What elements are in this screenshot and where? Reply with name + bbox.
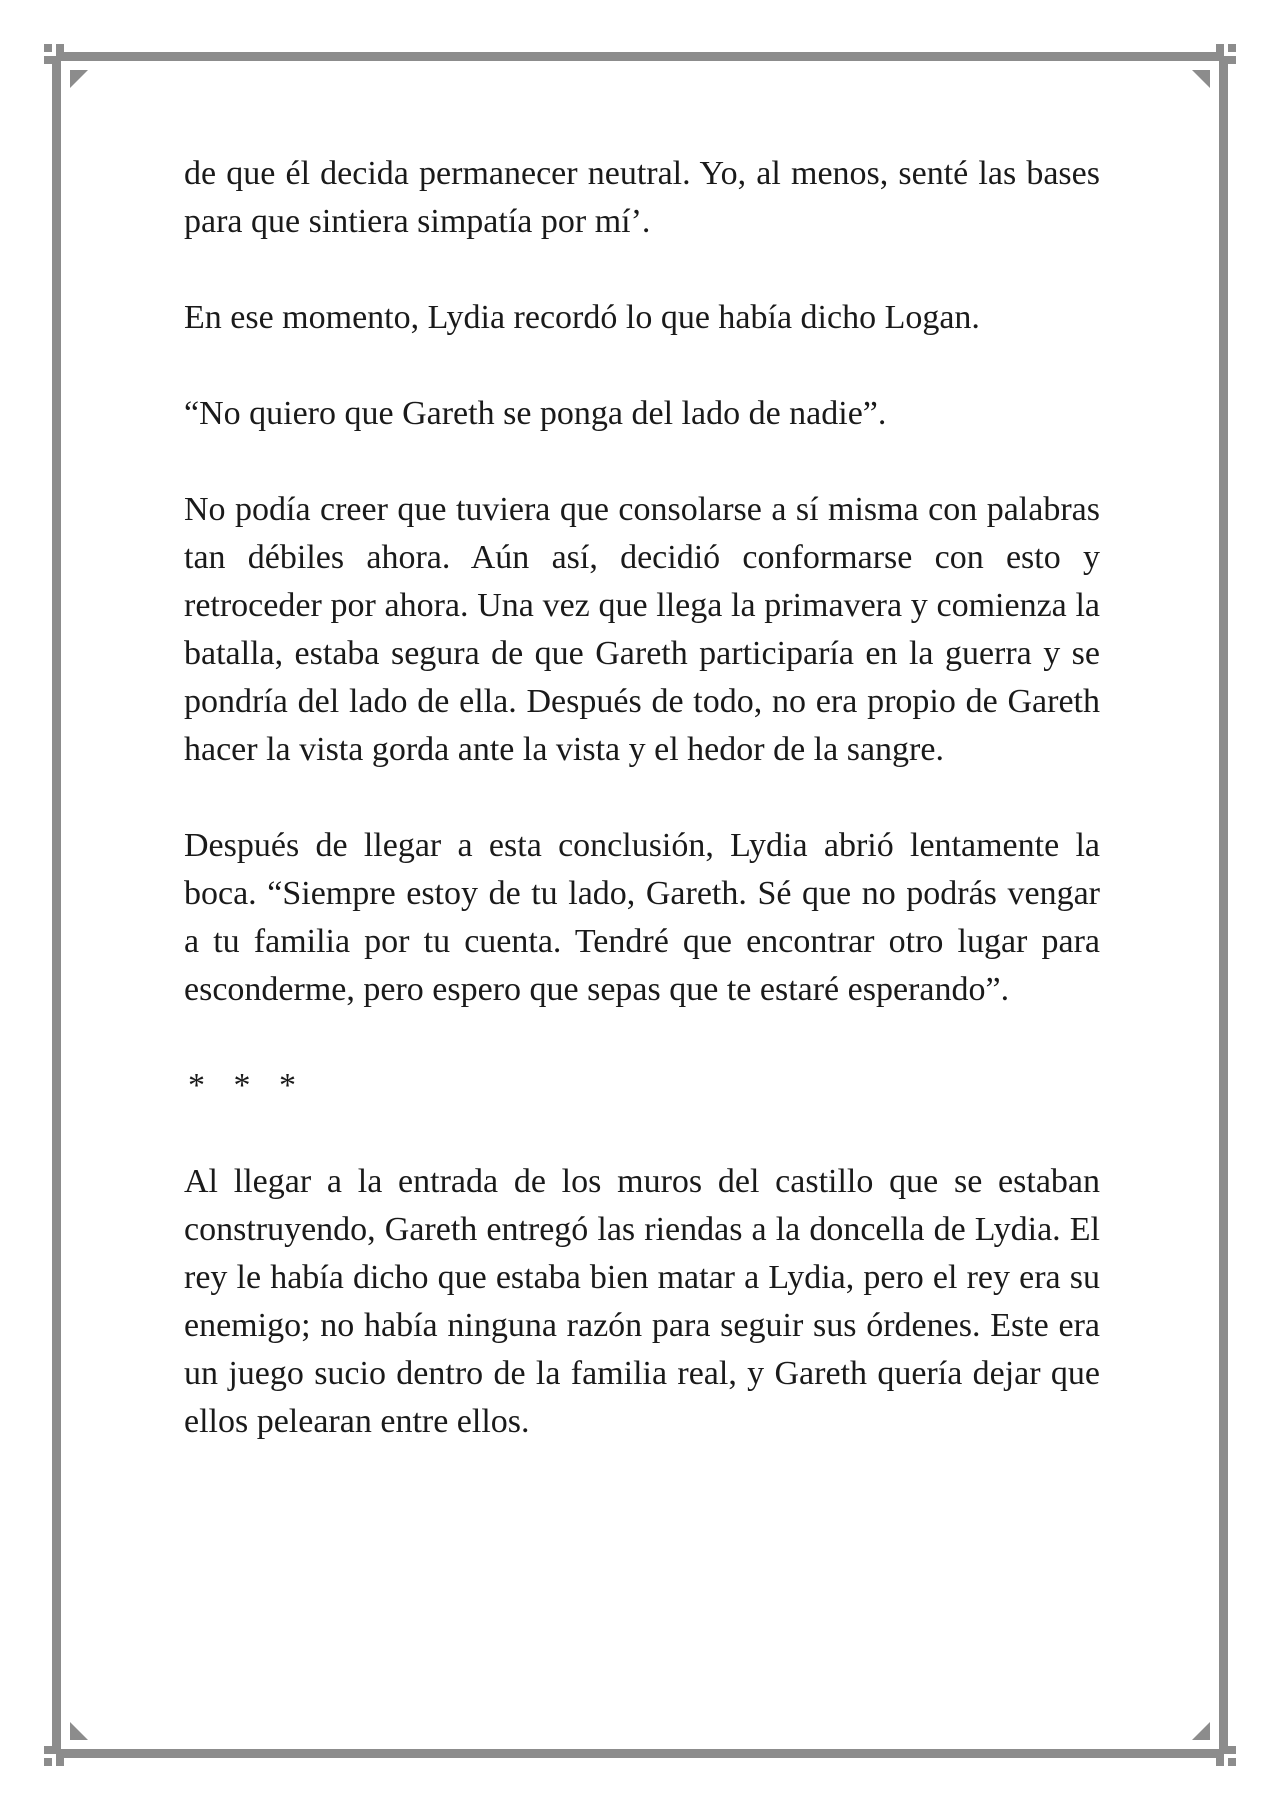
paragraph: Después de llegar a esta conclusión, Lydia abrió lentamente la boca. “Siempre estoy de tu lado, Gareth. Sé que no podrás vengar a tu familia por tu cuenta. Tendré que encontrar otro lugar para esconderme, pero espero que sepas que te estaré esperando”. [184, 827, 1100, 1008]
paragraph: En ese momento, Lydia recordó lo que había dicho Logan. [184, 299, 980, 336]
paragraph: No podía creer que tuviera que consolarse a sí misma con palabras tan débiles ahora. Aún así, decidió conformarse con esto y retroceder por ahora. Una vez que llega la primavera y comienza la batalla, estaba segura de que Gareth participaría en la guerra y se pondría del lado de ella. Después de todo, no era propio de Gareth hacer la vista gorda ante la vista y el hedor de la sangre. [184, 491, 1100, 768]
paragraph: de que él decida permanecer neutral. Yo, al menos, senté las bases para que sintiera simpatía por mí’. [184, 155, 1100, 240]
paragraph: “No quiero que Gareth se ponga del lado de nadie”. [184, 395, 887, 432]
corner-ornament-top-right [1214, 44, 1236, 66]
corner-triangle-top-left [70, 70, 88, 88]
frame-top-border [56, 52, 1224, 61]
frame-right-border [1219, 56, 1228, 1754]
corner-ornament-bottom-left [44, 1744, 66, 1766]
frame-bottom-border [56, 1749, 1224, 1758]
scene-break: * * * [188, 1067, 306, 1104]
frame-left-border [52, 56, 61, 1754]
page-body [184, 150, 1100, 1494]
corner-triangle-bottom-right [1192, 1722, 1210, 1740]
corner-ornament-bottom-right [1214, 1744, 1236, 1766]
corner-triangle-top-right [1192, 70, 1210, 88]
corner-triangle-bottom-left [70, 1722, 88, 1740]
corner-ornament-top-left [44, 44, 66, 66]
paragraph: Al llegar a la entrada de los muros del castillo que se estaban construyendo, Gareth entregó las riendas a la doncella de Lydia. El rey le había dicho que estaba bien matar a Lydia, pero el rey era su enemigo; no había ninguna razón para seguir sus órdenes. Este era un juego sucio dentro de la familia real, y Gareth quería dejar que ellos pelearan entre ellos. [184, 1163, 1100, 1440]
